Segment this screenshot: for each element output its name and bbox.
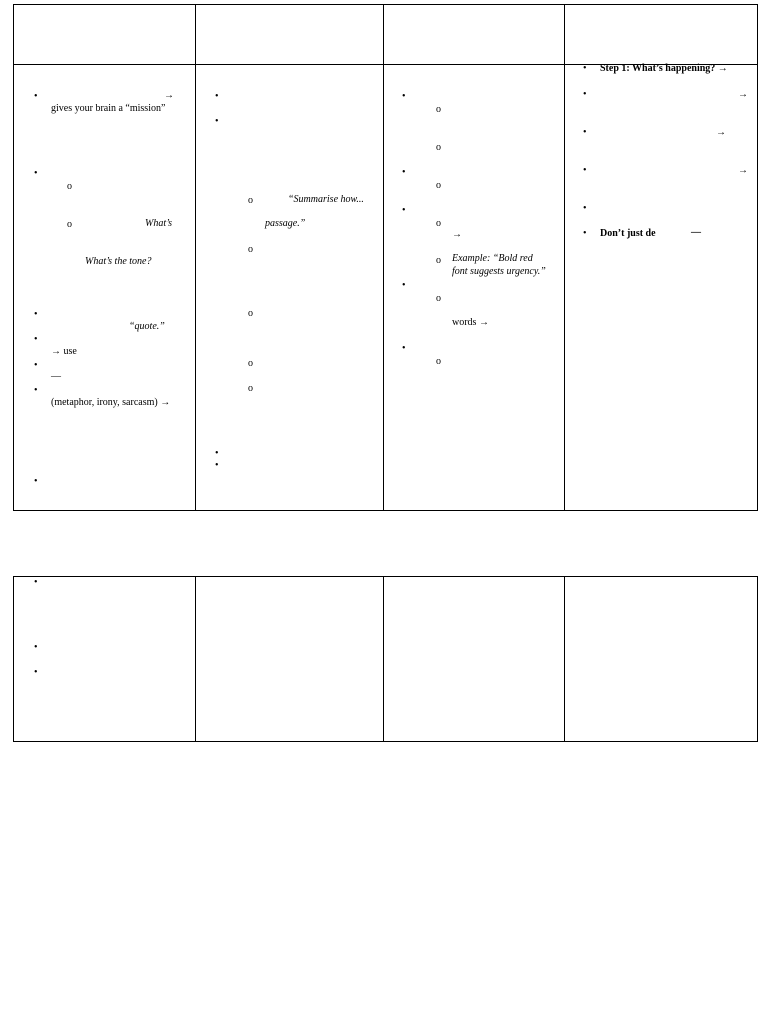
list-item-text: passage.” bbox=[265, 218, 306, 229]
list-item-arrow: → bbox=[738, 165, 748, 176]
list-bullet: • bbox=[34, 476, 38, 487]
step-heading: Step 1: What’s happening? → bbox=[600, 63, 728, 74]
column-divider bbox=[195, 5, 196, 510]
list-bullet: • bbox=[215, 116, 219, 127]
list-item-text: gives your brain a “mission” bbox=[51, 103, 166, 114]
sub-list-bullet: o bbox=[248, 308, 253, 319]
list-item-text: — bbox=[51, 371, 61, 382]
sub-list-bullet: o bbox=[436, 104, 441, 115]
list-item-arrow: → bbox=[738, 89, 748, 100]
example-text: Example: “Bold red bbox=[452, 253, 533, 264]
list-bullet: • bbox=[402, 205, 406, 216]
list-item-text: words → bbox=[452, 317, 489, 328]
list-bullet: • bbox=[34, 309, 38, 320]
column-divider bbox=[195, 577, 196, 741]
list-bullet: • bbox=[402, 343, 406, 354]
list-bullet: • bbox=[34, 91, 38, 102]
list-bullet: • bbox=[583, 165, 587, 176]
list-bullet: • bbox=[583, 63, 587, 74]
column-divider bbox=[383, 577, 384, 741]
sub-list-bullet: o bbox=[436, 142, 441, 153]
list-bullet: • bbox=[34, 360, 38, 371]
list-item-arrow: → bbox=[716, 127, 726, 138]
sub-list-bullet: o bbox=[436, 180, 441, 191]
sub-list-bullet: o bbox=[436, 218, 441, 229]
list-bullet: • bbox=[402, 280, 406, 291]
list-item-text: What’s bbox=[145, 218, 173, 229]
column-divider bbox=[564, 577, 565, 741]
list-bullet: • bbox=[215, 91, 219, 102]
column-divider bbox=[383, 5, 384, 510]
list-item-text: → use bbox=[51, 346, 77, 357]
list-bullet: • bbox=[34, 642, 38, 653]
list-item-text: “Summarise how... bbox=[288, 194, 364, 205]
list-bullet: • bbox=[34, 168, 38, 179]
sub-list-bullet: o bbox=[248, 358, 253, 369]
sub-list-bullet: o bbox=[248, 244, 253, 255]
list-bullet: • bbox=[583, 228, 587, 239]
sub-list-bullet: o bbox=[248, 383, 253, 394]
list-bullet: • bbox=[34, 577, 38, 588]
list-bullet: • bbox=[583, 89, 587, 100]
list-item-text: What’s the tone? bbox=[85, 256, 152, 267]
list-bullet: • bbox=[402, 91, 406, 102]
list-bullet: • bbox=[583, 127, 587, 138]
list-item-text: Don’t just de bbox=[600, 228, 656, 239]
list-bullet: • bbox=[402, 167, 406, 178]
list-item-arrow: → bbox=[164, 90, 174, 101]
list-bullet: • bbox=[215, 460, 219, 471]
example-text: font suggests urgency.” bbox=[452, 266, 546, 277]
list-bullet: • bbox=[34, 334, 38, 345]
analysis-table-bottom bbox=[13, 576, 758, 742]
list-item-text: (metaphor, irony, sarcasm) → bbox=[51, 397, 171, 408]
list-bullet: • bbox=[34, 385, 38, 396]
sub-list-bullet: o bbox=[67, 181, 72, 192]
sub-list-bullet: o bbox=[436, 293, 441, 304]
list-item-text: — bbox=[691, 227, 701, 238]
sub-list-bullet: o bbox=[248, 195, 253, 206]
sub-list-bullet: o bbox=[436, 356, 441, 367]
list-bullet: • bbox=[583, 203, 587, 214]
list-bullet: • bbox=[215, 448, 219, 459]
list-item-arrow: → bbox=[452, 229, 462, 240]
column-divider bbox=[564, 5, 565, 510]
list-item-text: “quote.” bbox=[129, 321, 165, 332]
sub-list-bullet: o bbox=[67, 219, 72, 230]
list-bullet: • bbox=[34, 667, 38, 678]
sub-list-bullet: o bbox=[436, 255, 441, 266]
